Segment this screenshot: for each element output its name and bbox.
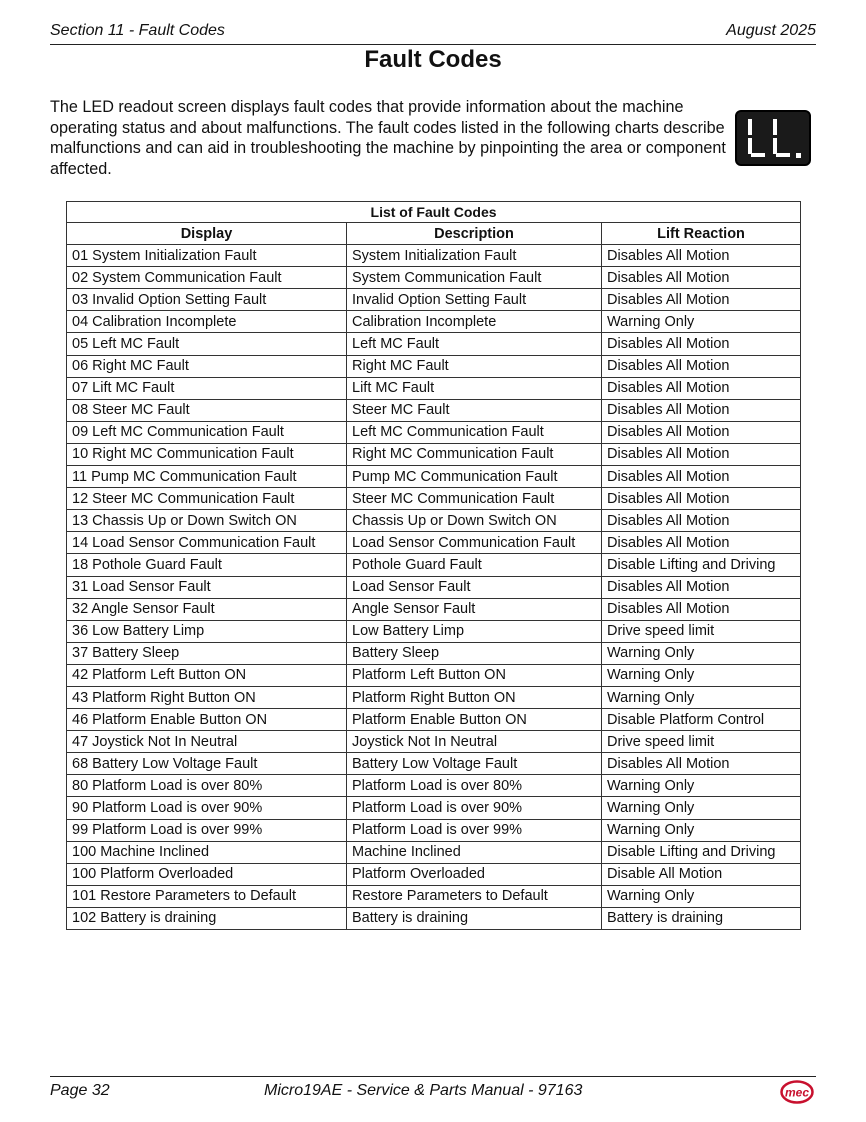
lift-reaction-cell: Warning Only: [602, 797, 801, 819]
fault-description-cell: System Initialization Fault: [347, 245, 602, 267]
fault-display-cell: 32 Angle Sensor Fault: [67, 598, 347, 620]
table-row: [67, 863, 801, 885]
page-header: [50, 22, 816, 45]
lift-reaction-cell: Warning Only: [602, 775, 801, 797]
table-row: [67, 598, 801, 620]
fault-description-cell: Left MC Fault: [347, 333, 602, 355]
fault-description-cell: Chassis Up or Down Switch ON: [347, 510, 602, 532]
table-row: [67, 775, 801, 797]
led-display-icon: [735, 110, 811, 166]
lift-reaction-cell: Disables All Motion: [602, 576, 801, 598]
column-header: Display: [67, 223, 347, 245]
table-row: [67, 421, 801, 443]
lift-reaction-cell: Disables All Motion: [602, 488, 801, 510]
fault-display-cell: 08 Steer MC Fault: [67, 399, 347, 421]
table-row: [67, 731, 801, 753]
lift-reaction-cell: Disables All Motion: [602, 466, 801, 488]
lift-reaction-cell: Disable Lifting and Driving: [602, 841, 801, 863]
logo-text: mec: [784, 1085, 810, 1100]
lift-reaction-cell: Warning Only: [602, 664, 801, 686]
lift-reaction-cell: Warning Only: [602, 885, 801, 907]
table-row: [67, 554, 801, 576]
fault-display-cell: 42 Platform Left Button ON: [67, 664, 347, 686]
page-footer: [50, 1076, 816, 1107]
table-body: [67, 245, 801, 930]
table-row: [67, 289, 801, 311]
fault-description-cell: Battery is draining: [347, 907, 602, 929]
fault-display-cell: 12 Steer MC Communication Fault: [67, 488, 347, 510]
table-row: [67, 885, 801, 907]
fault-description-cell: Angle Sensor Fault: [347, 598, 602, 620]
fault-display-cell: 100 Platform Overloaded: [67, 863, 347, 885]
lift-reaction-cell: Drive speed limit: [602, 731, 801, 753]
table-row: [67, 753, 801, 775]
fault-display-cell: 68 Battery Low Voltage Fault: [67, 753, 347, 775]
table-row: [67, 355, 801, 377]
lift-reaction-cell: Disables All Motion: [602, 753, 801, 775]
fault-display-cell: 02 System Communication Fault: [67, 267, 347, 289]
lift-reaction-cell: Disables All Motion: [602, 510, 801, 532]
fault-description-cell: Steer MC Communication Fault: [347, 488, 602, 510]
fault-description-cell: Platform Enable Button ON: [347, 709, 602, 731]
fault-description-cell: Platform Overloaded: [347, 863, 602, 885]
fault-description-cell: Invalid Option Setting Fault: [347, 289, 602, 311]
table-row: [67, 377, 801, 399]
column-header: Lift Reaction: [602, 223, 801, 245]
lift-reaction-cell: Disables All Motion: [602, 421, 801, 443]
fault-display-cell: 18 Pothole Guard Fault: [67, 554, 347, 576]
table-row: [67, 510, 801, 532]
table-row: [67, 267, 801, 289]
lift-reaction-cell: Disables All Motion: [602, 598, 801, 620]
lift-reaction-cell: Warning Only: [602, 686, 801, 708]
fault-description-cell: Battery Sleep: [347, 642, 602, 664]
lift-reaction-cell: Disables All Motion: [602, 377, 801, 399]
page-number: Page 32: [50, 1082, 110, 1099]
table-row: [67, 686, 801, 708]
fault-display-cell: 31 Load Sensor Fault: [67, 576, 347, 598]
table-row: [67, 443, 801, 465]
fault-description-cell: Left MC Communication Fault: [347, 421, 602, 443]
lift-reaction-cell: Warning Only: [602, 311, 801, 333]
table-row: [67, 576, 801, 598]
fault-description-cell: Platform Left Button ON: [347, 664, 602, 686]
lift-reaction-cell: Disable Lifting and Driving: [602, 554, 801, 576]
lift-reaction-cell: Disables All Motion: [602, 245, 801, 267]
table-row: [67, 841, 801, 863]
intro-paragraph: The LED readout screen displays fault codes that provide information about the machine operating status and about malfunctions. The fault codes listed in the following charts describe malfunctions and can aid in troubleshooting the machine by pinpointing the area or component affected.: [50, 98, 726, 178]
section-label: Section 11 - Fault Codes: [50, 22, 225, 39]
lift-reaction-cell: Disable All Motion: [602, 863, 801, 885]
table-row: [67, 333, 801, 355]
lift-reaction-cell: Disables All Motion: [602, 532, 801, 554]
fault-display-cell: 05 Left MC Fault: [67, 333, 347, 355]
lift-reaction-cell: Warning Only: [602, 642, 801, 664]
fault-display-cell: 11 Pump MC Communication Fault: [67, 466, 347, 488]
fault-description-cell: Platform Right Button ON: [347, 686, 602, 708]
fault-display-cell: 14 Load Sensor Communication Fault: [67, 532, 347, 554]
fault-display-cell: 43 Platform Right Button ON: [67, 686, 347, 708]
lift-reaction-cell: Disable Platform Control: [602, 709, 801, 731]
document-title: Micro19AE - Service & Parts Manual - 97163: [264, 1082, 583, 1099]
fault-display-cell: 100 Machine Inclined: [67, 841, 347, 863]
fault-description-cell: Platform Load is over 99%: [347, 819, 602, 841]
fault-display-cell: 36 Low Battery Limp: [67, 620, 347, 642]
fault-display-cell: 03 Invalid Option Setting Fault: [67, 289, 347, 311]
lift-reaction-cell: Disables All Motion: [602, 289, 801, 311]
fault-description-cell: Lift MC Fault: [347, 377, 602, 399]
fault-description-cell: Platform Load is over 90%: [347, 797, 602, 819]
fault-description-cell: Restore Parameters to Default: [347, 885, 602, 907]
fault-display-cell: 47 Joystick Not In Neutral: [67, 731, 347, 753]
table-row: [67, 532, 801, 554]
lift-reaction-cell: Battery is draining: [602, 907, 801, 929]
fault-display-cell: 13 Chassis Up or Down Switch ON: [67, 510, 347, 532]
fault-codes-table: [66, 201, 801, 930]
fault-display-cell: 01 System Initialization Fault: [67, 245, 347, 267]
fault-description-cell: Load Sensor Communication Fault: [347, 532, 602, 554]
fault-description-cell: Pump MC Communication Fault: [347, 466, 602, 488]
table-row: [67, 819, 801, 841]
fault-display-cell: 09 Left MC Communication Fault: [67, 421, 347, 443]
fault-display-cell: 07 Lift MC Fault: [67, 377, 347, 399]
page-title: Fault Codes: [364, 46, 502, 73]
table-row: [67, 709, 801, 731]
table-header-row: [67, 223, 801, 245]
fault-description-cell: Battery Low Voltage Fault: [347, 753, 602, 775]
lift-reaction-cell: Disables All Motion: [602, 267, 801, 289]
table-caption: List of Fault Codes: [67, 202, 801, 223]
table-row: [67, 907, 801, 929]
fault-description-cell: System Communication Fault: [347, 267, 602, 289]
fault-description-cell: Load Sensor Fault: [347, 576, 602, 598]
lift-reaction-cell: Disables All Motion: [602, 399, 801, 421]
fault-description-cell: Machine Inclined: [347, 841, 602, 863]
date-label: August 2025: [726, 22, 816, 39]
table-row: [67, 797, 801, 819]
lift-reaction-cell: Disables All Motion: [602, 333, 801, 355]
column-header: Description: [347, 223, 602, 245]
fault-display-cell: 06 Right MC Fault: [67, 355, 347, 377]
fault-display-cell: 101 Restore Parameters to Default: [67, 885, 347, 907]
table-row: [67, 466, 801, 488]
table-row: [67, 642, 801, 664]
fault-description-cell: Right MC Fault: [347, 355, 602, 377]
fault-display-cell: 10 Right MC Communication Fault: [67, 443, 347, 465]
table-row: [67, 488, 801, 510]
fault-description-cell: Calibration Incomplete: [347, 311, 602, 333]
fault-description-cell: Pothole Guard Fault: [347, 554, 602, 576]
table-row: [67, 399, 801, 421]
mec-logo: [780, 1080, 814, 1109]
fault-display-cell: 46 Platform Enable Button ON: [67, 709, 347, 731]
fault-description-cell: Joystick Not In Neutral: [347, 731, 602, 753]
lift-reaction-cell: Disables All Motion: [602, 355, 801, 377]
fault-display-cell: 04 Calibration Incomplete: [67, 311, 347, 333]
table-row: [67, 620, 801, 642]
fault-display-cell: 102 Battery is draining: [67, 907, 347, 929]
table-row: [67, 245, 801, 267]
fault-display-cell: 37 Battery Sleep: [67, 642, 347, 664]
lift-reaction-cell: Drive speed limit: [602, 620, 801, 642]
fault-description-cell: Right MC Communication Fault: [347, 443, 602, 465]
fault-description-cell: Platform Load is over 80%: [347, 775, 602, 797]
fault-description-cell: Low Battery Limp: [347, 620, 602, 642]
fault-display-cell: 90 Platform Load is over 90%: [67, 797, 347, 819]
table-row: [67, 664, 801, 686]
fault-display-cell: 99 Platform Load is over 99%: [67, 819, 347, 841]
fault-display-cell: 80 Platform Load is over 80%: [67, 775, 347, 797]
lift-reaction-cell: Warning Only: [602, 819, 801, 841]
fault-description-cell: Steer MC Fault: [347, 399, 602, 421]
table-row: [67, 311, 801, 333]
lift-reaction-cell: Disables All Motion: [602, 443, 801, 465]
